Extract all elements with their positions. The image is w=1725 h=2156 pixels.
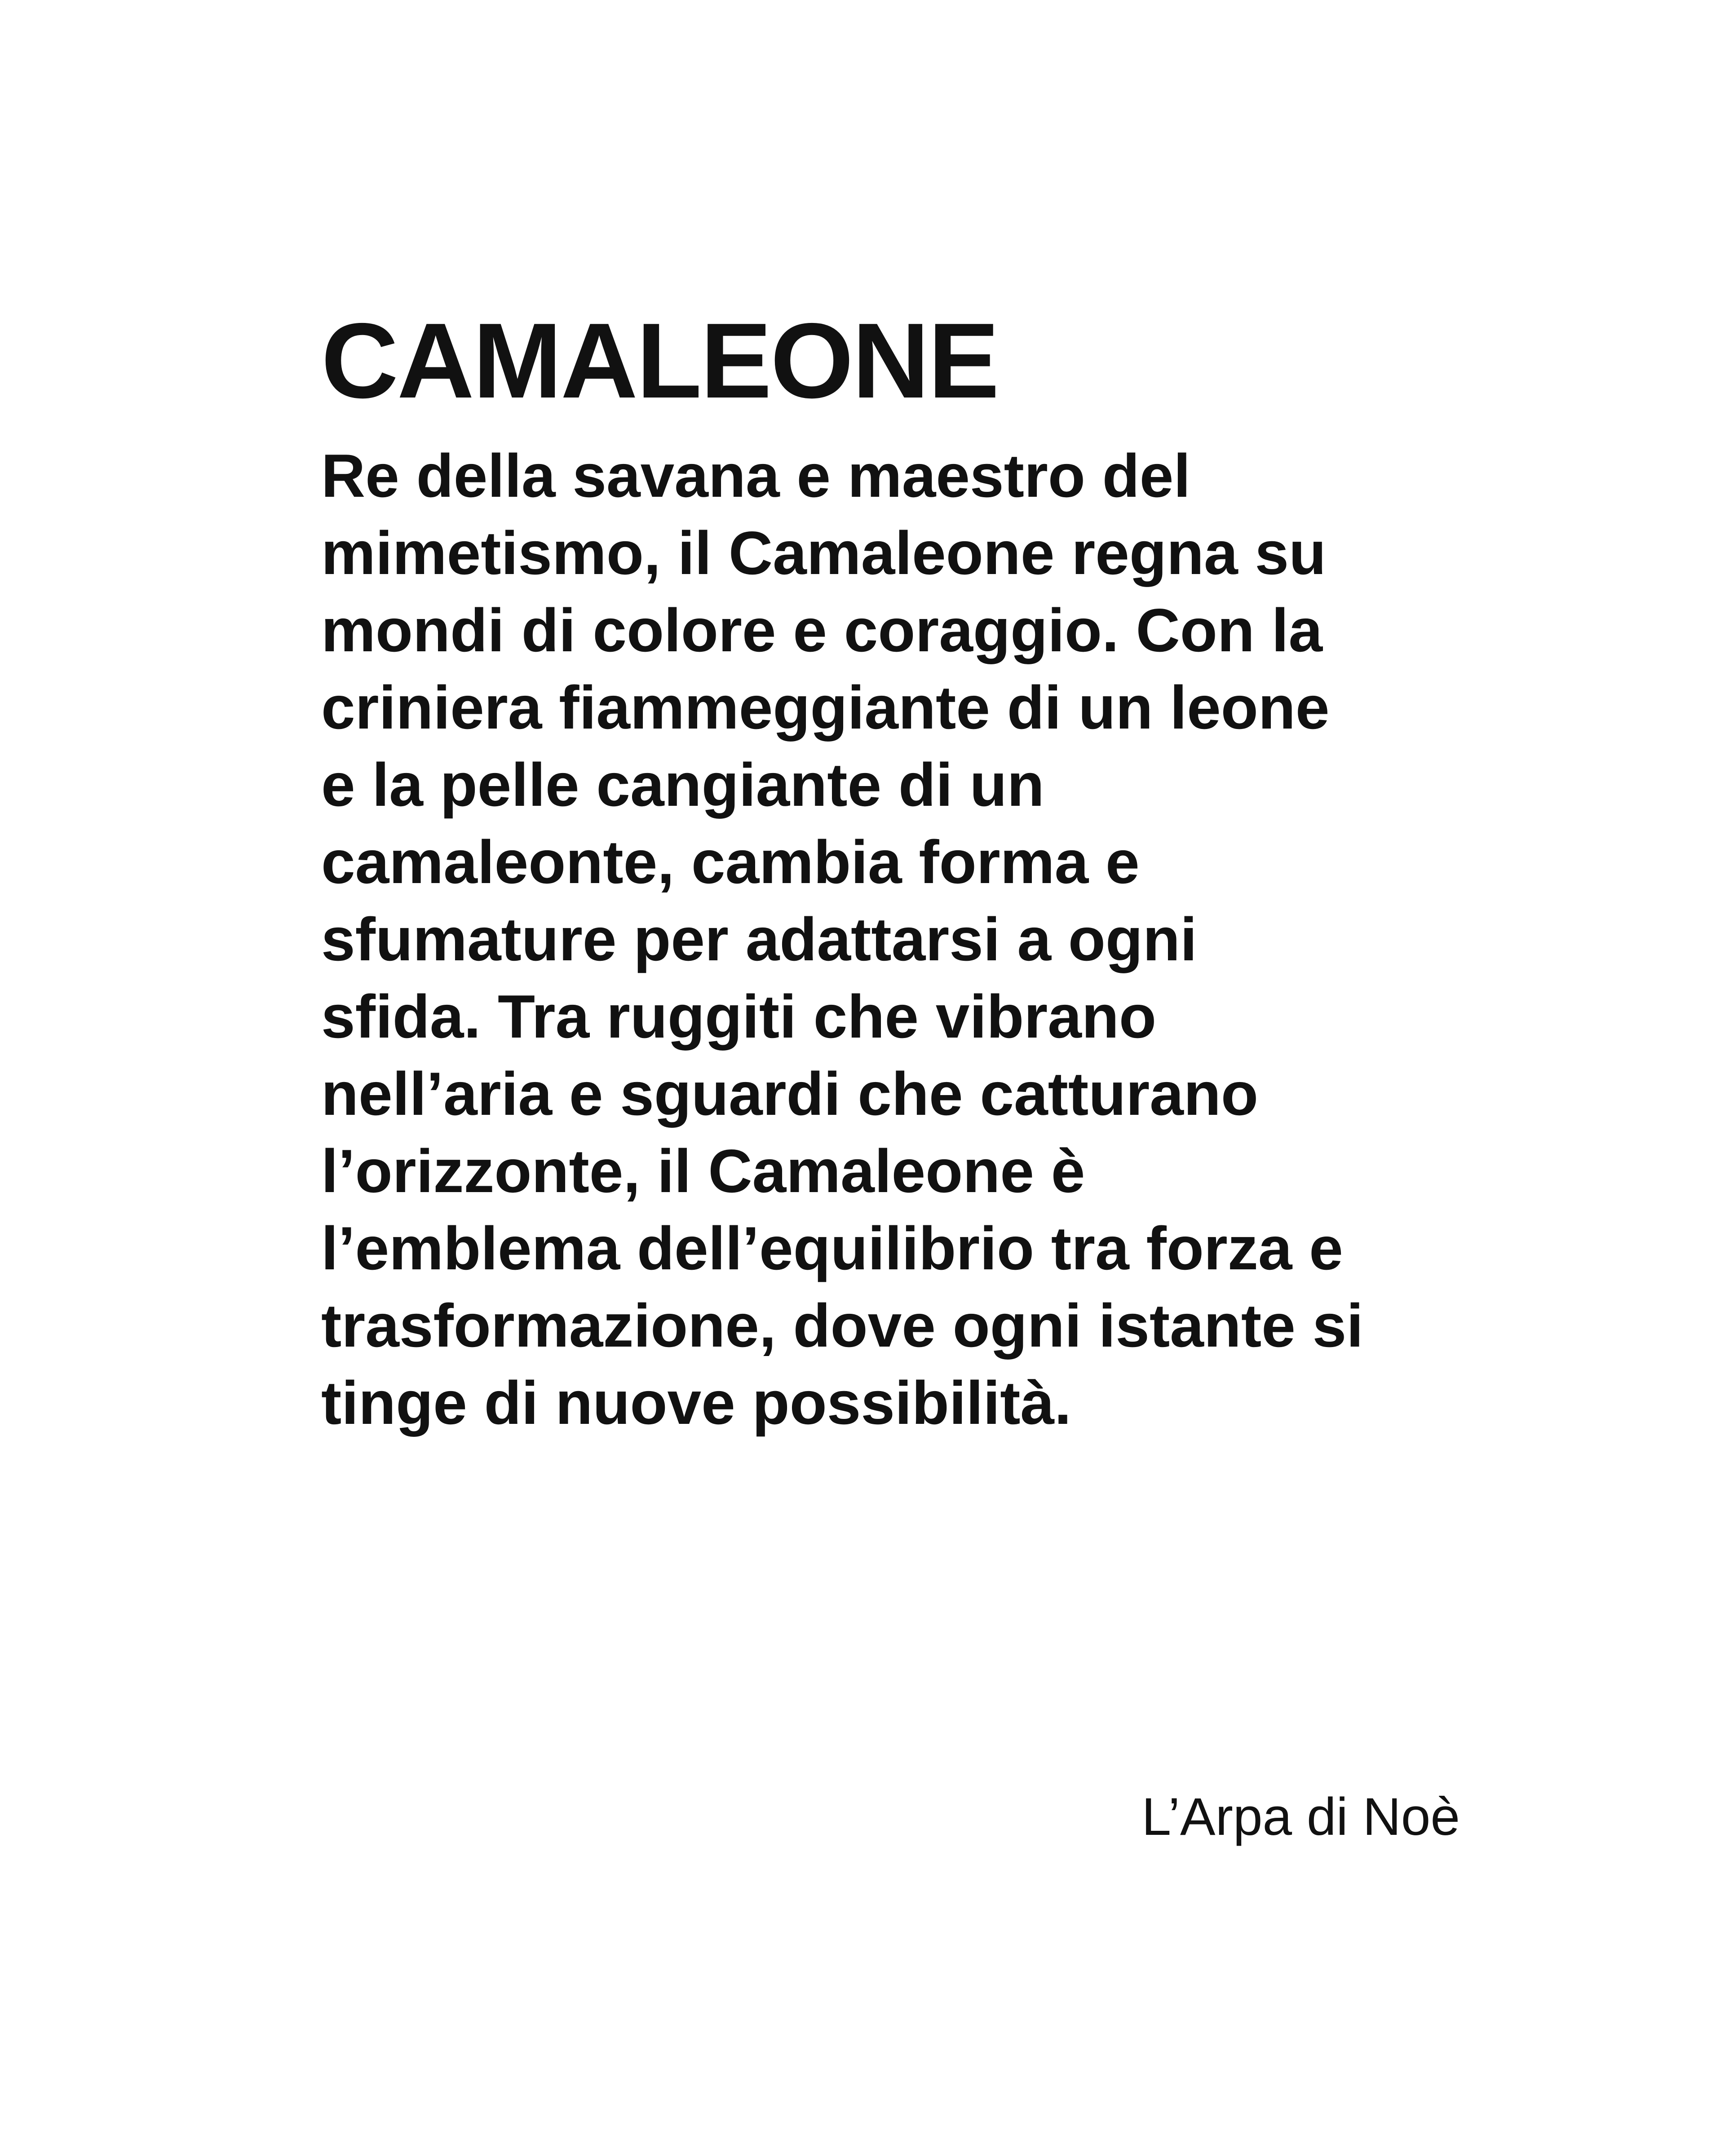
description-line: e la pelle cangiante di un	[321, 751, 1044, 819]
description-line: camaleonte, cambia forma e	[321, 828, 1140, 896]
description-line: sfida. Tra ruggiti che vibrano	[321, 982, 1157, 1051]
description-line: l’emblema dell’equilibrio tra forza e	[321, 1214, 1343, 1282]
description-line: criniera fiammeggiante di un leone	[321, 673, 1330, 742]
description-line: mimetismo, il Camaleone regna su	[321, 519, 1327, 587]
description-line: tinge di nuove possibilità.	[321, 1369, 1071, 1437]
description-paragraph	[321, 437, 1471, 1441]
description-line: Re della savana e maestro del	[321, 442, 1191, 510]
description-line: nell’aria e sguardi che catturano	[321, 1060, 1259, 1128]
page-title: CAMALEONE	[321, 301, 998, 420]
description-line: l’orizzonte, il Camaleone è	[321, 1137, 1085, 1205]
description-line: mondi di colore e coraggio. Con la	[321, 596, 1323, 664]
description-line: sfumature per adattarsi a ogni	[321, 905, 1197, 973]
content-block	[321, 301, 1471, 1441]
signature: L’Arpa di Noè	[1141, 1787, 1460, 1847]
description-line: trasformazione, dove ogni istante si	[321, 1291, 1364, 1360]
